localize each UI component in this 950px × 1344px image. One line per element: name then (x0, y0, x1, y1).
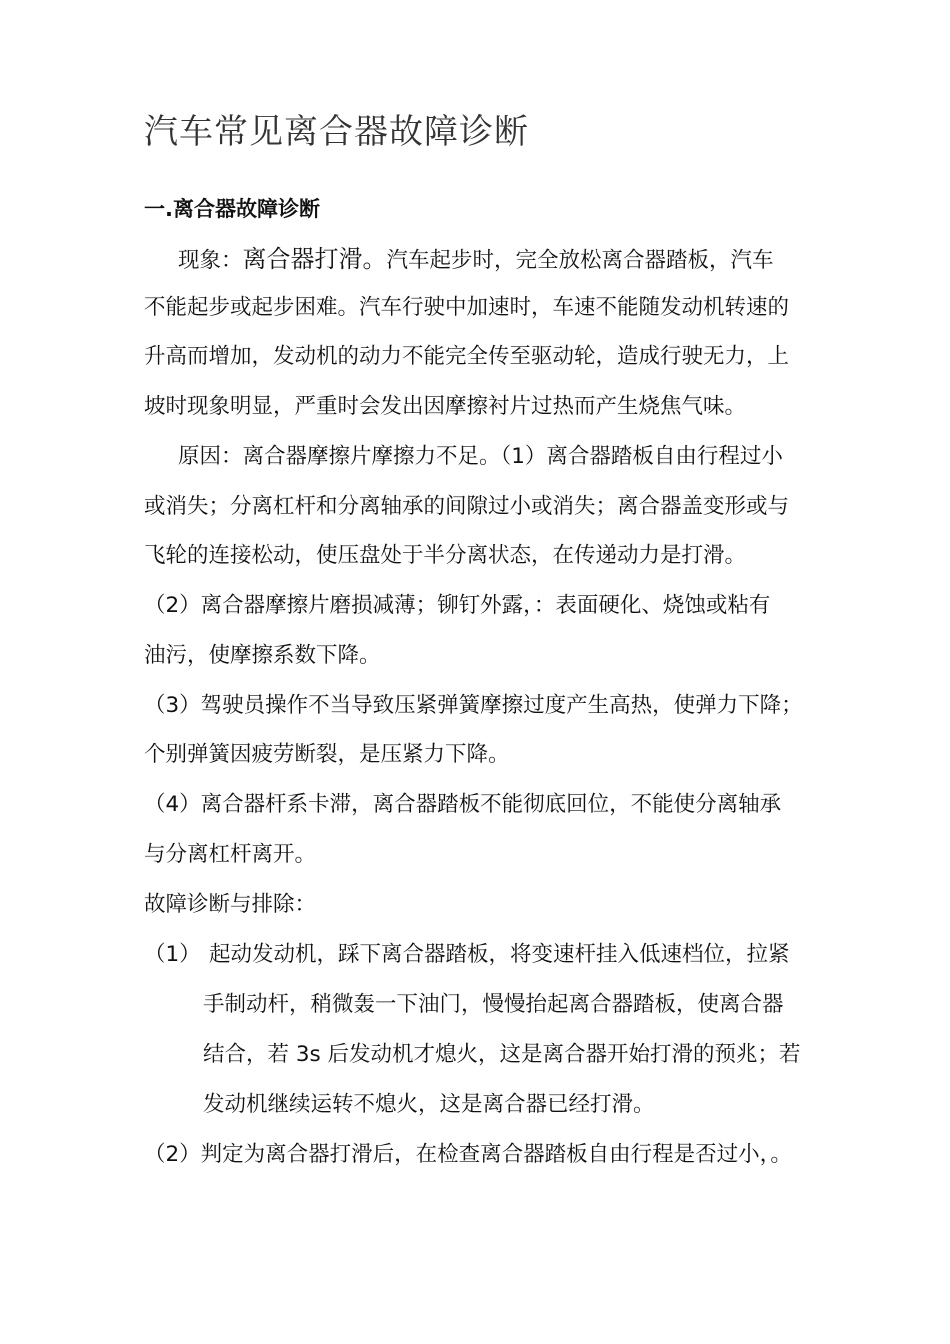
cause-line-1: 原因：离合器摩擦片摩擦力不足。（1）离合器踏板自由行程过小 (178, 444, 783, 469)
paragraph-line: 与分离杠杆离开。 (144, 842, 317, 867)
list-item-number: （1） (144, 942, 201, 967)
phenomenon-label: 现象： (178, 248, 243, 273)
paragraph-line: 升高而增加，发动机的动力不能完全传至驱动轮，造成行驶无力，上 (144, 344, 790, 369)
paragraph-line: 或消失；分离杠杆和分离轴承的间隙过小或消失；离合器盖变形或与 (144, 494, 790, 519)
paragraph-line: 油污，使摩擦系数下降。 (144, 643, 381, 668)
phenomenon-text: 汽车起步时，完全放松离合器踏板，汽车 (386, 248, 774, 273)
diagnosis-heading: 故障诊断与排除： (144, 892, 317, 917)
phenomenon-symptom: 离合器打滑。 (242, 245, 387, 273)
list-item-text: 起动发动机，踩下离合器踏板，将变速杆挂入低速档位，拉紧 (209, 942, 790, 967)
paragraph-line: （2）离合器摩擦片磨损减薄；铆钉外露，：表面硬化、烧蚀或粘有 (144, 593, 771, 618)
paragraph-line: 不能起步或起步困难。汽车行驶中加速时，车速不能随发动机转速的 (144, 295, 790, 320)
paragraph-line: （4）离合器杆系卡滞，离合器踏板不能彻底回位，不能使分离轴承 (144, 792, 782, 817)
paragraph-line: 飞轮的连接松动，使压盘处于半分离状态，在传递动力是打滑。 (144, 543, 747, 568)
phenomenon-line-1 (178, 244, 774, 276)
list-item-text: 发动机继续运转不熄火，这是离合器已经打滑。 (203, 1092, 655, 1117)
section-heading: 一.离合器故障诊断 (144, 197, 320, 221)
paragraph-line: 个别弹簧因疲劳断裂，是压紧力下降。 (144, 742, 510, 767)
document-title: 汽车常见离合器故障诊断 (144, 112, 529, 152)
paragraph-line: 坡时现象明显，严重时会发出因摩擦衬片过热而产生烧焦气味。 (144, 394, 747, 419)
paragraph-line: （3）驾驶员操作不当导致压紧弹簧摩擦过度产生高热，使弹力下降； (144, 693, 803, 718)
list-item-text: （2）判定为离合器打滑后，在检查离合器踏板自由行程是否过小，。 (144, 1142, 792, 1167)
list-item-text: 手制动杆，稍微轰一下油门，慢慢抬起离合器踏板，使离合器 (203, 992, 784, 1017)
list-item-text: 结合，若 3s 后发动机才熄火，这是离合器开始打滑的预兆；若 (203, 1042, 801, 1067)
